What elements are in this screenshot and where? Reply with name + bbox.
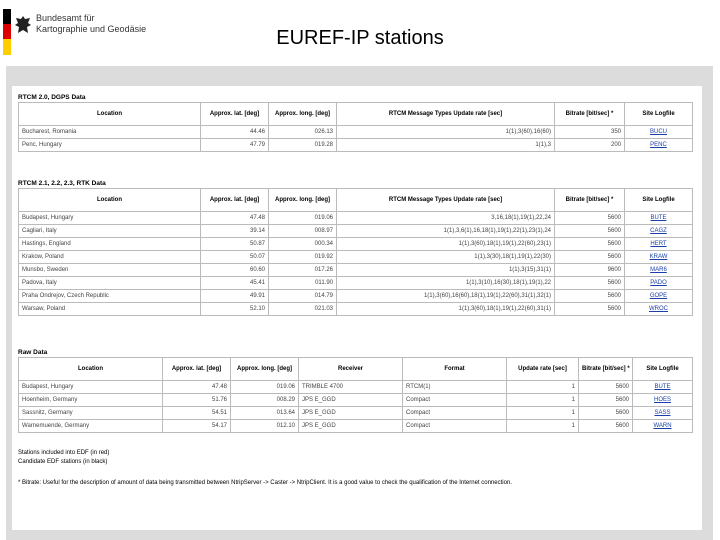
table-cell: 5600 [579,420,633,433]
table-row [19,126,693,139]
table-row [19,407,693,420]
column-header: Approx. long. [deg] [269,103,337,126]
table-cell: 54.51 [163,407,231,420]
site-logfile-link[interactable]: WARN [633,420,693,433]
table-row [19,303,693,316]
column-header: Update rate [sec] [507,358,579,381]
table-cell: 026.13 [269,126,337,139]
site-logfile-link[interactable]: WROC [625,303,693,316]
table-cell: Warnemuende, Germany [19,420,163,433]
bitrate-footnote: * Bitrate: Useful for the description of amount of data being transmitted between NtripServer -> Caster -> NtripClient. It is a good value to check the qualification of the Internet connection. [18,480,512,486]
note-edf-included: Stations included into EDF (in red) [18,450,110,456]
column-header: Format [403,358,507,381]
table-cell: 1(1),3(15),31(1) [337,264,555,277]
table-cell: RTCM(1) [403,381,507,394]
table-cell: 200 [555,139,625,152]
table-row [19,381,693,394]
raw-table [18,357,693,433]
station-document [12,86,702,530]
table-cell: 019.06 [269,212,337,225]
table-cell: 1 [507,407,579,420]
table-cell: 51.76 [163,394,231,407]
table-cell: 49.91 [201,290,269,303]
table-cell: 50.07 [201,251,269,264]
rtk-table [18,188,693,316]
table-cell: 1 [507,420,579,433]
table-row [19,238,693,251]
table-cell: 1(1),3(60),18(1),19(1),22(60),31(1) [337,303,555,316]
site-logfile-link[interactable]: BUCU [625,126,693,139]
site-logfile-link[interactable]: HERT [625,238,693,251]
table-cell: 44.46 [201,126,269,139]
table-cell: 5600 [555,303,625,316]
agency-line-2: Kartographie und Geodäsie [36,24,147,34]
table-cell: 5600 [555,290,625,303]
table-cell: 1(1),3(60),16(60),18(1),19(1),22(60),31(1),32(1) [337,290,555,303]
column-header: Approx. long. [deg] [269,189,337,212]
table-cell: Praha Ondrejov, Czech Republic [19,290,201,303]
table-cell: TRIMBLE 4700 [299,381,403,394]
table-cell: 011.90 [269,277,337,290]
site-logfile-link[interactable]: PADO [625,277,693,290]
table-cell: 1(1),3(30),18(1),19(1),22(30) [337,251,555,264]
document-frame [6,66,713,540]
column-header: Bitrate [bit/sec] * [555,189,625,212]
table-cell: 1(1),3 [337,139,555,152]
page-title: EUREF-IP stations [276,27,444,49]
table-cell: Warsaw, Poland [19,303,201,316]
table-cell: 5600 [555,251,625,264]
table-cell: JPS E_GGD [299,407,403,420]
table-cell: Padova, Italy [19,277,201,290]
table-cell: 350 [555,126,625,139]
table-cell: 52.10 [201,303,269,316]
table-cell: Penc, Hungary [19,139,201,152]
table-cell: Sassnitz, Germany [19,407,163,420]
table-cell: Hoenheim, Germany [19,394,163,407]
table-cell: 1(1),3(60),18(1),19(1),22(60),23(1) [337,238,555,251]
table-cell: 50.87 [201,238,269,251]
table-row [19,251,693,264]
column-header: Bitrate [bit/sec] * [579,358,633,381]
table-cell: 014.79 [269,290,337,303]
column-header: Bitrate [bit/sec] * [555,103,625,126]
table-cell: 5600 [579,394,633,407]
table-row [19,277,693,290]
column-header: Approx. lat. [deg] [201,103,269,126]
table-row [19,290,693,303]
table-cell: JPS E_GGD [299,420,403,433]
column-header: Location [19,189,201,212]
site-logfile-link[interactable]: KRAW [625,251,693,264]
site-logfile-link[interactable]: HOES [633,394,693,407]
section-label-dgps: RTCM 2.0, DGPS Data [18,94,86,101]
table-row [19,212,693,225]
table-cell: Cagliari, Italy [19,225,201,238]
table-cell: Bucharest, Romania [19,126,201,139]
table-cell: 9600 [555,264,625,277]
site-logfile-link[interactable]: BUTE [625,212,693,225]
table-row [19,139,693,152]
table-cell: 1 [507,394,579,407]
table-cell: 5600 [555,212,625,225]
table-cell: 47.48 [201,212,269,225]
table-cell: JPS E_GGD [299,394,403,407]
column-header: Site Logfile [625,189,693,212]
column-header: Site Logfile [625,103,693,126]
table-cell: 1(1),3(10),16(30),18(1),19(1),22 [337,277,555,290]
section-label-rtk: RTCM 2.1, 2.2, 2.3, RTK Data [18,180,106,187]
table-cell: 1 [507,381,579,394]
table-cell: 60.60 [201,264,269,277]
table-cell: 45.41 [201,277,269,290]
site-logfile-link[interactable]: GOPE [625,290,693,303]
column-header: Location [19,358,163,381]
table-cell: Budapest, Hungary [19,381,163,394]
agency-line-1: Bundesamt für [36,13,95,23]
table-cell: 5600 [555,238,625,251]
table-cell: Krakow, Poland [19,251,201,264]
note-edf-candidate: Candidate EDF stations (in black) [18,459,108,465]
table-cell: 47.79 [201,139,269,152]
table-cell: Hastings, England [19,238,201,251]
table-cell: Compact [403,407,507,420]
table-cell: 019.06 [231,381,299,394]
column-header: Receiver [299,358,403,381]
site-logfile-link[interactable]: CAGZ [625,225,693,238]
table-cell: 013.64 [231,407,299,420]
table-row [19,264,693,277]
table-cell: 1(1),3,6(1),16,18(1),19(1),22(1),23(1),24 [337,225,555,238]
site-logfile-link[interactable]: SASS [633,407,693,420]
table-cell: 000.34 [269,238,337,251]
table-cell: 017.26 [269,264,337,277]
column-header: RTCM Message Types Update rate [sec] [337,103,555,126]
site-logfile-link[interactable]: BUTE [633,381,693,394]
dgps-table [18,102,693,152]
column-header: RTCM Message Types Update rate [sec] [337,189,555,212]
table-cell: 5600 [579,381,633,394]
table-cell: 39.14 [201,225,269,238]
table-cell: 47.48 [163,381,231,394]
table-row [19,225,693,238]
table-cell: 008.97 [269,225,337,238]
table-cell: 019.92 [269,251,337,264]
table-row [19,394,693,407]
column-header: Approx. long. [deg] [231,358,299,381]
column-header: Approx. lat. [deg] [163,358,231,381]
table-cell: 019.28 [269,139,337,152]
table-cell: 5600 [555,277,625,290]
table-cell: 021.03 [269,303,337,316]
table-cell: Compact [403,394,507,407]
table-cell: 54.17 [163,420,231,433]
section-label-raw: Raw Data [18,349,48,356]
site-logfile-link[interactable]: MAR6 [625,264,693,277]
table-cell: 008.29 [231,394,299,407]
site-logfile-link[interactable]: PENC [625,139,693,152]
column-header: Approx. lat. [deg] [201,189,269,212]
table-cell: Munsbo, Sweden [19,264,201,277]
table-cell: 012.10 [231,420,299,433]
column-header: Location [19,103,201,126]
table-cell: Compact [403,420,507,433]
column-header: Site Logfile [633,358,693,381]
table-cell: Budapest, Hungary [19,212,201,225]
table-cell: 5600 [579,407,633,420]
table-cell: 3,16,18(1),19(1),22,24 [337,212,555,225]
table-row [19,420,693,433]
header [0,0,720,64]
table-cell: 5600 [555,225,625,238]
table-cell: 1(1),3(60),16(60) [337,126,555,139]
